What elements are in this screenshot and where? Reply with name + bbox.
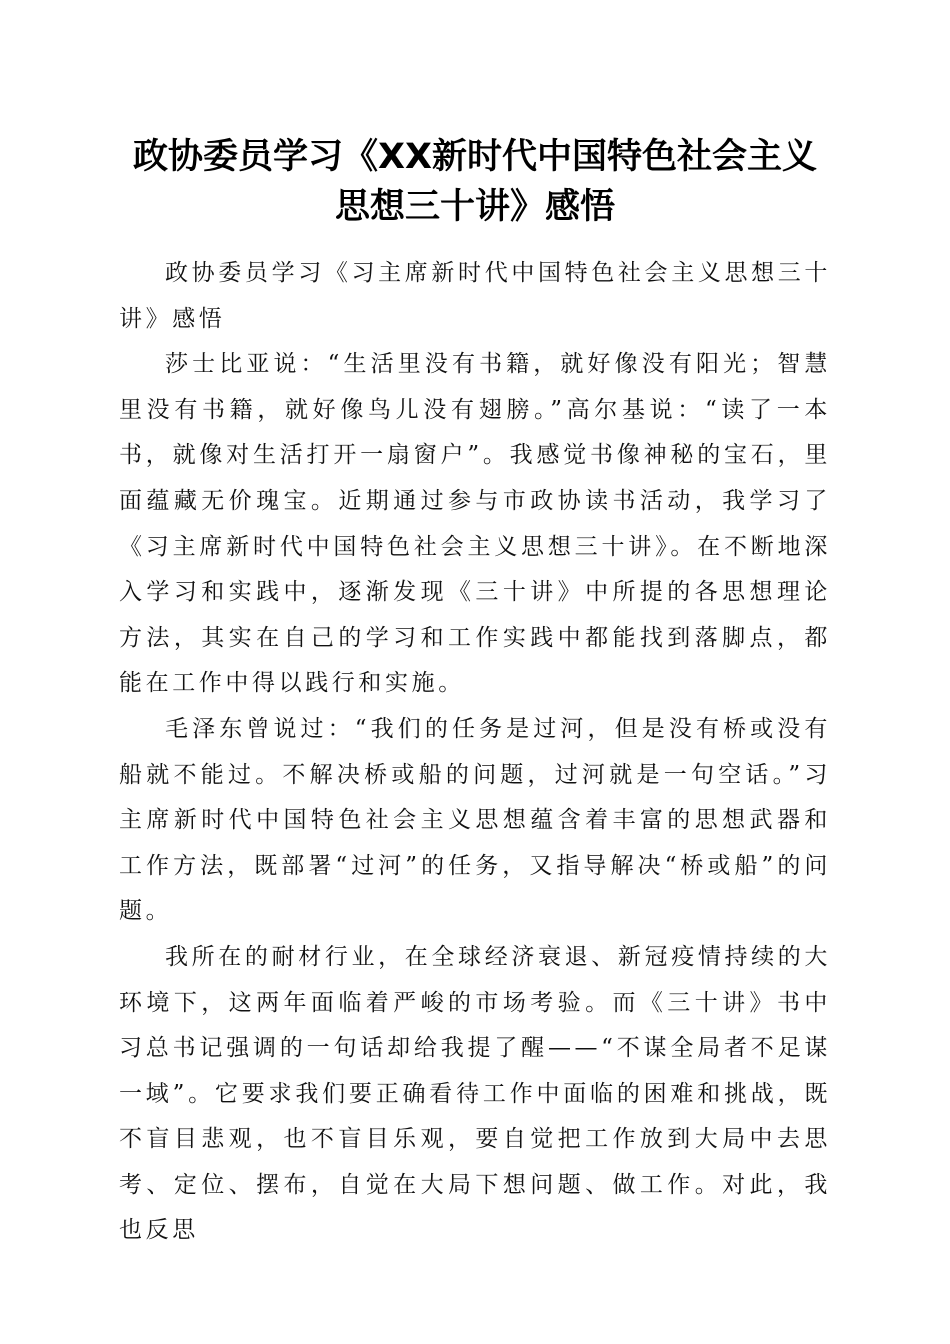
title-line-1: 政协委员学习《XX新时代中国特色社会主义 <box>133 137 817 177</box>
paragraph-1: 政协委员学习《习主席新时代中国特色社会主义思想三十讲》感悟 <box>119 260 831 332</box>
paragraph-3: 毛泽东曾说过：“我们的任务是过河，但是没有桥或没有船就不能过。不解决桥或船的问题，过河就是一句空话。”习主席新时代中国特色社会主义思想蕴含着丰富的思想武器和工作方法，既部署“过河”的任务，又指导解决“桥或船”的问题。 <box>119 715 831 925</box>
paragraph-2: 莎士比亚说：“生活里没有书籍，就好像没有阳光；智慧里没有书籍，就好像鸟儿没有翅膀。”高尔基说：“读了一本书，就像对生活打开一扇窗户”。我感觉书像神秘的宝石，里面蕴藏无价瑰宝。近期通过参与市政协读书活动，我学习了《习主席新时代中国特色社会主义思想三十讲》。在不断地深入学习和实践中，逐渐发现《三十讲》中所提的各思想理论方法，其实在自己的学习和工作实践中都能找到落脚点，都能在工作中得以践行和实施。 <box>119 351 831 697</box>
document-body <box>119 251 831 1254</box>
title-line-2: 思想三十讲》感悟 <box>334 187 615 227</box>
paragraph-4: 我所在的耐材行业，在全球经济衰退、新冠疫情持续的大环境下，这两年面临着严峻的市场考验。而《三十讲》书中习总书记强调的一句话却给我提了醒——“不谋全局者不足谋一域”。它要求我们要正确看待工作中面临的困难和挑战，既不盲目悲观，也不盲目乐观，要自觉把工作放到大局中去思考、定位、摆布，自觉在大局下想问题、做工作。对此，我也反思 <box>119 943 831 1244</box>
document-title <box>100 132 850 232</box>
